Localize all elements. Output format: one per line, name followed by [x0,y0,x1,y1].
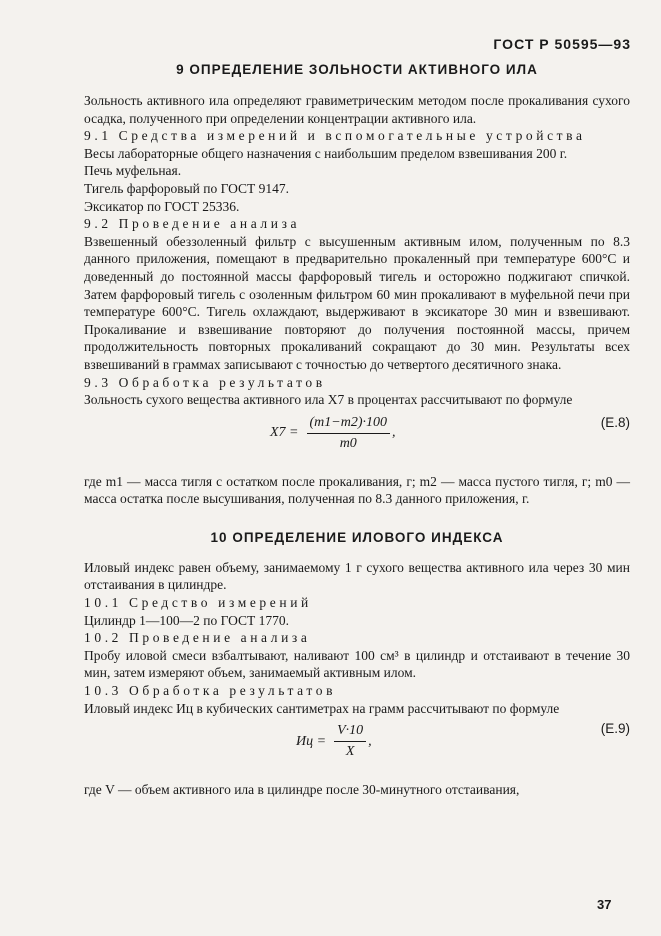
section-10-3-heading: 10.3 Обработка результатов [84,683,337,699]
section-9-title: 9 ОПРЕДЕЛЕНИЕ ЗОЛЬНОСТИ АКТИВНОГО ИЛА [176,62,538,77]
section-9-1-item: Печь муфельная. [84,163,182,179]
section-10-1-item: Цилиндр 1—100—2 по ГОСТ 1770. [84,612,290,628]
section-9-1-item: Эксикатор по ГОСТ 25336. [84,198,240,214]
section-10-title: 10 ОПРЕДЕЛЕНИЕ ИЛОВОГО ИНДЕКСА [210,529,504,545]
formula-e9 [84,717,630,781]
document-code: ГОСТ Р 50595—93 [493,36,631,52]
formula-e8-fraction [307,415,391,452]
section-9-2-text: Взвешенный обеззоленный фильтр с высушенным активным илом, полученным по 8.3 данного приложения, помещают в предварительно прокаленный при температуре 600°С и доведенный до постоянной массы фарфоровый тигель и осторожно поджигают спичкой. Затем фарфоровый тигель с озоленным фильтром 60 мин прокаливают в муфельной печи при температуре 600°С. Тигель охлаждают, выдерживают в эксикаторе 30 мин и взвешивают. Прокаливание и взвешивание повторяют до получения постоянной массы, причем продолжительность повторных прокаливаний сокращают до 30 мин. Результаты всех взвешиваний в граммах записывают с точностью до четвертого десятичного знака. [84,233,630,372]
formula-e9-expression [296,723,372,760]
main-column [84,62,630,799]
formula-e8-number: (Е.8) [600,414,630,430]
formula-e8-legend: где m1 — масса тигля с остатком после прокаливания, г; m2 — масса пустого тигля, г; m0 — масса остатка после высушивания, полученная по 8.3 данного приложения, г. [84,473,630,507]
section-9-2-heading: 9.2 Проведение анализа [84,216,301,232]
formula-e8 [84,409,630,473]
formula-e9-fraction [334,723,366,760]
section-10-2-heading: 10.2 Проведение анализа [84,630,311,646]
formula-e8-expression [270,415,396,452]
section-10-intro: Иловый индекс равен объему, занимаемому 1 г сухого вещества активного ила через 30 мин отстаивания в цилиндре. [84,559,630,593]
formula-e9-number: (Е.9) [600,721,630,737]
formula-e8-denominator: m0 [339,435,357,451]
page-number: 37 [597,897,612,912]
section-9-3-heading: 9.3 Обработка результатов [84,374,326,390]
formula-e8-numerator: (m1−m2)·100 [307,415,391,434]
formula-e9-denominator: X [345,744,355,760]
section-9-1-heading: 9.1 Средства измерений и вспомогательные устройства [84,128,586,144]
formula-e8-tail: , [392,425,396,441]
section-9-1-item: Весы лабораторные общего назначения с наибольшим пределом взвешивания 200 г. [84,145,568,161]
section-10-1-heading: 10.1 Средство измерений [84,595,312,611]
section-9-3-text: Зольность сухого вещества активного ила X7 в процентах рассчитывают по формуле [84,392,573,408]
section-9-1-item: Тигель фарфоровый по ГОСТ 9147. [84,180,290,196]
section-9-intro-text: Зольность активного ила определяют гравиметрическим методом после прокаливания сухого осадка, полученного при определении концентрации активного ила. [84,93,630,126]
formula-e9-tail: , [368,733,372,749]
section-10-2-text: Пробу иловой смеси взбалтывают, наливают 100 см³ в цилиндр и отстаивают в течение 30 мин, затем измеряют объем, занимаемый активным илом. [84,647,630,681]
formula-e9-legend: где V — объем активного ила в цилиндре после 30-минутного отстаивания, [84,782,520,798]
formula-e9-lhs: Иц = [296,733,327,749]
section-10-3-text: Иловый индекс Иц в кубических сантиметрах на грамм рассчитывают по формуле [84,700,560,716]
section-9-intro [84,92,630,127]
formula-e8-lhs: X7 = [270,425,299,441]
formula-e9-numerator: V·10 [334,723,366,742]
